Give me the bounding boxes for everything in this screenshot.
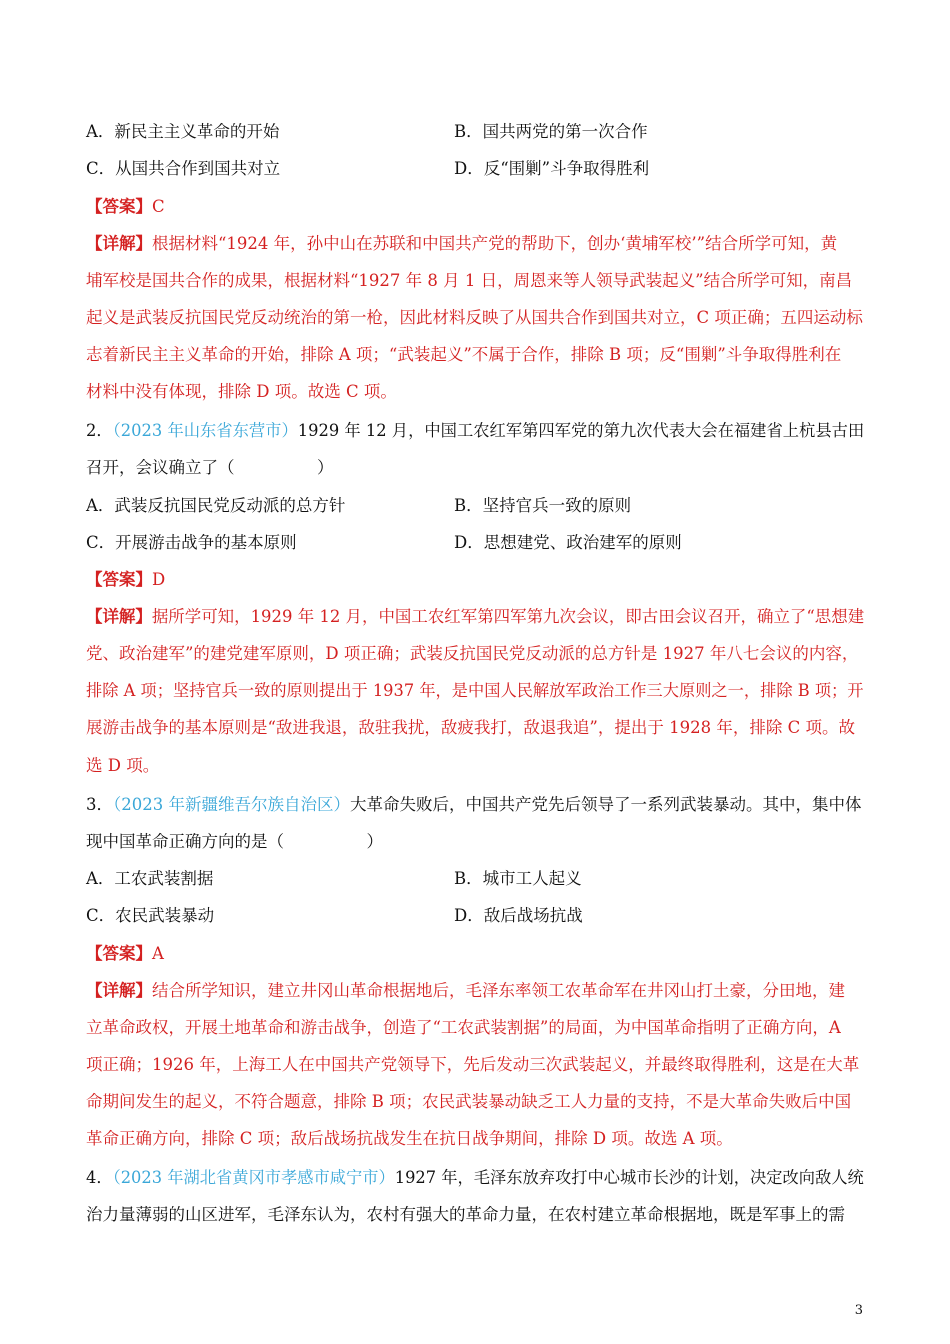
- q1-option-c: C．从国共合作到国共对立: [86, 159, 281, 178]
- answer-value: A: [152, 944, 164, 963]
- q1-option-d: D．反“围剿”斗争取得胜利: [454, 159, 650, 178]
- q3-detail-line: [86, 980, 845, 1002]
- question-text: 1929 年 12 月，中国工农红军第四军党的第九次代表大会在福建省上杭县古田: [297, 421, 865, 440]
- q3-detail-line: 命期间发生的起义，不符合题意，排除 B 项；农民武装暴动缺乏工人力量的支持，不是大革命失败后中国: [86, 1092, 852, 1111]
- question-number: 3．: [86, 795, 113, 814]
- q4-stem: [86, 1167, 864, 1189]
- q1-option-b: B．国共两党的第一次合作: [454, 122, 648, 141]
- q2-option-c: C．开展游击战争的基本原则: [86, 533, 297, 552]
- q3-detail-line: 项正确；1926 年，上海工人在中国共产党领导下，先后发动三次武装起义，并最终取得胜利，这是在大革: [86, 1055, 860, 1074]
- q3-detail-line: 立革命政权，开展土地革命和游击战争，创造了“工农武装割据”的局面，为中国革命指明了正确方向，A: [86, 1018, 841, 1037]
- detail-tag: 【详解】: [86, 234, 152, 253]
- q3-stem-line: 现中国革命正确方向的是（ ）: [86, 832, 383, 851]
- answer-value: D: [152, 570, 166, 589]
- q3-option-a: A．工农武装割据: [86, 869, 214, 888]
- question-number: 4．: [86, 1168, 113, 1187]
- answer-value: C: [152, 197, 165, 216]
- q1-detail-line: 起义是武装反抗国民党反动统治的第一枪，因此材料反映了从国共合作到国共对立，C 项正确；五四运动标: [86, 308, 863, 327]
- q3-detail-line: 革命正确方向，排除 C 项；敌后战场抗战发生在抗日战争期间，排除 D 项。故选 A 项。: [86, 1129, 733, 1148]
- q2-option-a: A．武装反抗国民党反动派的总方针: [86, 496, 346, 515]
- detail-tag: 【详解】: [86, 981, 152, 1000]
- detail-text: 结合所学知识，建立井冈山革命根据地后，毛泽东率领工农革命军在井冈山打土豪，分田地，建: [152, 981, 845, 1000]
- answer-tag: 【答案】: [86, 944, 152, 963]
- question-source: （2023 年山东省东营市）: [112, 421, 298, 440]
- q2-stem: [86, 420, 864, 442]
- answer-tag: 【答案】: [86, 197, 152, 216]
- q2-answer: [86, 569, 165, 591]
- detail-text: 根据材料“1924 年，孙中山在苏联和中国共产党的帮助下，创办‘黄埔军校’”结合所学可知，黄: [152, 234, 838, 253]
- q2-option-b: B．坚持官兵一致的原则: [454, 496, 632, 515]
- page-number: 3: [854, 1303, 863, 1318]
- q1-detail-line: 材料中没有体现，排除 D 项。故选 C 项。: [86, 382, 397, 401]
- q1-detail-line: 志着新民主主义革命的开始，排除 A 项；“武装起义”不属于合作，排除 B 项；反“围剿”斗争取得胜利在: [86, 345, 842, 364]
- q2-option-d: D．思想建党、政治建军的原则: [454, 533, 682, 552]
- q1-detail-line: [86, 233, 837, 255]
- q3-option-c: C．农民武装暴动: [86, 906, 215, 925]
- detail-text: 据所学可知，1929 年 12 月，中国工农红军第四军第九次会议，即古田会议召开，确立了“思想建: [151, 607, 865, 626]
- detail-tag: 【详解】: [86, 607, 152, 626]
- q1-detail-line: 埔军校是国共合作的成果，根据材料“1927 年 8 月 1 日，周恩来等人领导武装起义”结合所学可知，南昌: [86, 271, 853, 290]
- q3-answer: [86, 943, 164, 965]
- q3-stem: [86, 794, 862, 816]
- q2-detail-line: 展游击战争的基本原则是“敌进我退，敌驻我扰，敌疲我打，敌退我追”，提出于 1928 年，排除 C 项。故: [86, 718, 855, 737]
- question-text: 1927 年，毛泽东放弃攻打中心城市长沙的计划，决定改向敌人统: [394, 1168, 864, 1187]
- answer-tag: 【答案】: [86, 570, 152, 589]
- q3-option-d: D．敌后战场抗战: [454, 906, 583, 925]
- question-source: （2023 年新疆维吾尔族自治区）: [113, 795, 350, 814]
- q4-stem-line: 治力量薄弱的山区进军，毛泽东认为，农村有强大的革命力量，在农村建立革命根据地，既是军事上的需: [86, 1205, 845, 1224]
- q2-detail-line: [86, 606, 864, 628]
- q3-option-b: B．城市工人起义: [454, 869, 582, 888]
- q2-detail-line: 党、政治建军”的建党建军原则，D 项正确；武装反抗国民党反动派的总方针是 1927 年八七会议的内容，: [86, 644, 859, 663]
- q1-answer: [86, 196, 165, 218]
- q1-option-a: A．新民主主义革命的开始: [86, 122, 280, 141]
- question-source: （2023 年湖北省黄冈市孝感市咸宁市）: [112, 1168, 395, 1187]
- question-text: 大革命失败后，中国共产党先后领导了一系列武装暴动。其中，集中体: [350, 795, 862, 814]
- q2-detail-line: 选 D 项。: [86, 756, 160, 775]
- question-number: 2．: [86, 421, 113, 440]
- q2-detail-line: 排除 A 项；坚持官兵一致的原则提出于 1937 年，是中国人民解放军政治工作三大原则之一，排除 B 项；开: [86, 681, 864, 700]
- q2-stem-line: 召开，会议确立了（ ）: [86, 458, 334, 477]
